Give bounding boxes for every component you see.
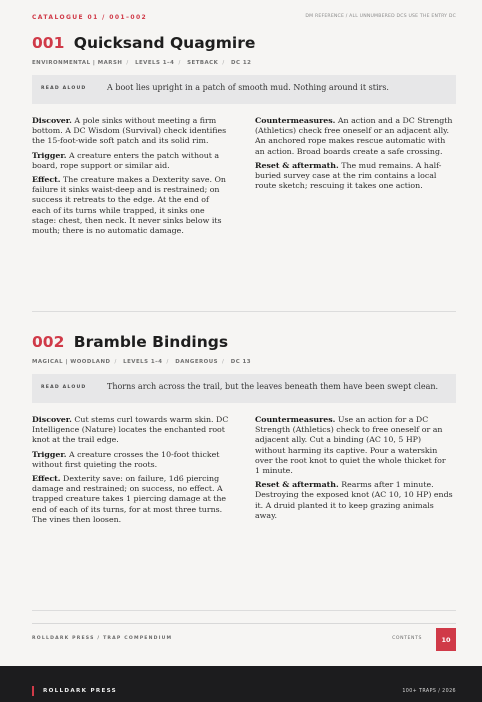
trap-left-column	[32, 415, 230, 529]
footer-rule	[32, 623, 456, 624]
reset-paragraph: Reset & aftermath. The mud remains. A half-buried survey case at the rim contains a local route sketch; rescuing it takes one action.	[255, 160, 442, 191]
trigger-paragraph: Trigger. A creature enters the patch without a board, rope support or similar aid.	[32, 150, 220, 170]
countermeasures-paragraph: Countermeasures. Use an action for a DC Strength (Athletics) check to free oneself or an adjacent ally. Cut a binding (AC 10, 5 HP) without harming its captive. Pour a waterskin over the root knot to quiet the whole thicket for 1 minute.	[255, 415, 446, 476]
trap-number: 002	[32, 333, 65, 351]
section-divider	[32, 311, 456, 312]
trap-number: 001	[32, 34, 65, 52]
trap-entry-002	[32, 333, 456, 603]
discover-paragraph: Discover. A pole sinks without meeting a firm bottom. A DC Wisdom (Survival) check identifies the 15-foot-wide soft patch and its solid rim.	[32, 116, 227, 146]
meta-levels: LEVELS 1–4	[135, 60, 175, 66]
bottom-bar	[0, 666, 482, 702]
read-aloud-text: Thorns arch across the trail, but the leaves beneath them have been swept clean.	[107, 382, 439, 391]
effect-paragraph: Effect. The creature makes a Dexterity save. On failure it sinks waist-deep and is restrained; on success it retreats to the edge. At the end of each of its turns while trapped, it sinks one stage: chest, then neck. It never sinks below its mouth; there is no automatic damage.	[32, 175, 226, 236]
meta-category: ENVIRONMENTAL | MARSH	[32, 60, 123, 66]
trigger-paragraph: Trigger. A creature crosses the 10-foot thicket without first quieting the roots.	[32, 449, 220, 469]
accent-mark	[32, 686, 34, 696]
trap-meta: MAGICAL | WOODLAND / LEVELS 1–4 / DANGEROUS / DC 13	[32, 359, 252, 365]
section-divider	[32, 610, 456, 611]
reference-note: DM REFERENCE / ALL UNNUMBERED DCS USE THE ENTRY DC	[305, 14, 456, 19]
countermeasures-paragraph: Countermeasures. An action and a DC Strength (Athletics) check free oneself or an adjacent ally. An anchored rope makes rescue automatic with an action. Broad boards create a safe crossing.	[255, 116, 453, 156]
publisher-brand: ROLLDARK PRESS	[43, 688, 117, 694]
effect-paragraph: Effect. Dexterity save: on failure, 1d6 piercing damage and restrained; on success, no effect. A trapped creature takes 1 piercing damage at the end of each of its turns, for at most three turns. The vines then loosen.	[32, 474, 227, 524]
footer-press-line: ROLLDARK PRESS / TRAP COMPENDIUM	[32, 636, 173, 641]
trap-name: Bramble Bindings	[73, 333, 229, 351]
page-number: 10	[441, 635, 451, 644]
trap-right-column	[255, 116, 453, 195]
page-number-badge	[436, 628, 456, 651]
running-header	[32, 14, 456, 24]
reset-paragraph: Reset & aftermath. Rearms after 1 minute. Destroying the exposed knot (AC 10, 10 HP) ends it. A druid planted it to keep grazing animals away.	[255, 480, 453, 520]
meta-category: MAGICAL | WOODLAND	[32, 359, 111, 365]
trap-meta: ENVIRONMENTAL | MARSH / LEVELS 1–4 / SETBACK / DC 12	[32, 60, 252, 66]
trap-right-column	[255, 415, 453, 525]
meta-severity: DANGEROUS	[175, 359, 219, 365]
read-aloud-box	[32, 75, 456, 104]
meta-levels: LEVELS 1–4	[123, 359, 163, 365]
read-aloud-label: READ ALOUD	[41, 86, 87, 91]
trap-left-column	[32, 116, 230, 240]
trap-entry-001	[32, 34, 456, 304]
trap-title	[32, 34, 456, 52]
catalogue-range: CATALOGUE 01 / 001–002	[32, 14, 148, 21]
meta-severity: SETBACK	[187, 60, 219, 66]
contents-link[interactable]: CONTENTS	[392, 636, 422, 641]
meta-dc: DC 12	[231, 60, 252, 66]
trap-count: 100+ TRAPS / 2026	[402, 689, 456, 694]
read-aloud-box	[32, 374, 456, 403]
discover-paragraph: Discover. Cut stems curl towards warm skin. DC Intelligence (Nature) locates the enchanted root knot at the trail edge.	[32, 415, 229, 445]
read-aloud-text: A boot lies upright in a patch of smooth mud. Nothing around it stirs.	[107, 83, 389, 92]
meta-dc: DC 13	[230, 359, 252, 365]
trap-name: Quicksand Quagmire	[73, 34, 256, 52]
read-aloud-label: READ ALOUD	[41, 385, 87, 390]
trap-title	[32, 333, 456, 351]
